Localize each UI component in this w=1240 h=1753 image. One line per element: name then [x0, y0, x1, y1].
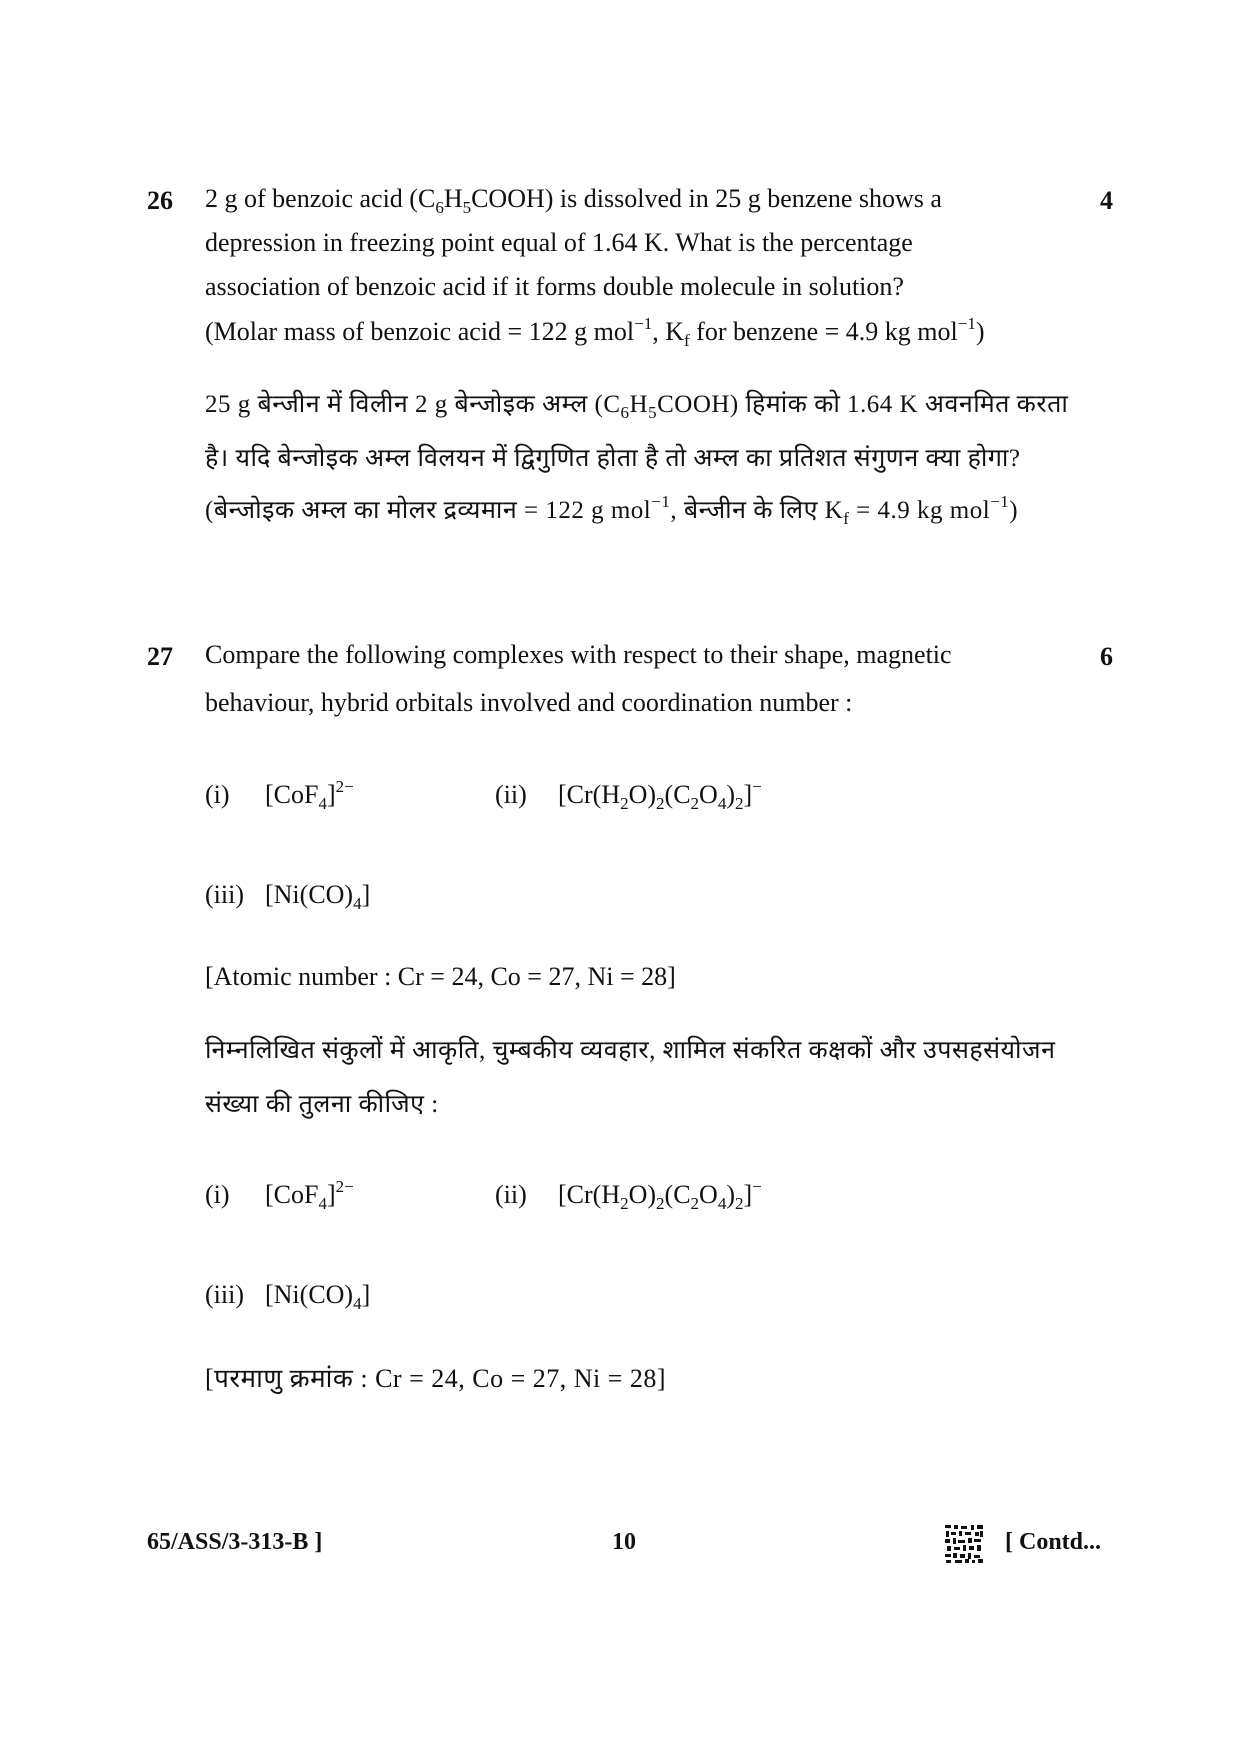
atomic-number-en: [Atomic number : Cr = 24, Co = 27, Ni = 28] — [205, 962, 676, 991]
q26-hi-line1: 25 g बेन्जीन में विलीन 2 g बेन्जोइक अम्ल $(C_6H_5COOH)$ हिमांक को 1.64 K अवनमित करता — [205, 391, 1069, 422]
question-number-27: 27 — [147, 642, 173, 671]
question-number-26: 26 — [147, 186, 173, 215]
complex-iii-label: (iii) — [205, 880, 244, 909]
complex-iii-formula: $[Ni(CO)_4]$ — [265, 880, 371, 913]
q26-hi-line2: है। यदि बेन्जोइक अम्ल विलयन में द्विगुणित होता है तो अम्ल का प्रतिशत संगुणन क्या होगा? — [205, 445, 1021, 472]
complex-iii-label-hi: (iii) — [205, 1280, 244, 1309]
q27-en-line1: Compare the following complexes with respect to their shape, magnetic — [205, 640, 952, 669]
q27-en-line2: behaviour, hybrid orbitals involved and coordination number : — [205, 688, 853, 717]
complex-i-formula: $[CoF_4]^{2-}$ — [265, 777, 354, 813]
q26-hi-line3: (बेन्जोइक अम्ल का मोलर द्रव्यमान = 122 g mol$^{-1}$, बेन्जीन के लिए $K_f = 4.9$ kg mol$^{-1}$) — [205, 492, 1019, 528]
complex-ii-label-hi: (ii) — [495, 1180, 527, 1209]
q27-hi-line2: संख्या की तुलना कीजिए : — [205, 1091, 439, 1118]
page-number: 10 — [612, 1529, 636, 1555]
complex-ii-label: (ii) — [495, 780, 527, 809]
q26-en-line1: 2 g of benzoic acid $(C_6H_5COOH)$ is dissolved in 25 g benzene shows a — [205, 184, 942, 217]
marks-26: 4 — [1100, 186, 1113, 215]
paper-code: 65/ASS/3-313-B ] — [147, 1529, 323, 1555]
complex-ii-formula: $[Cr(H_2O)_2(C_2O_4)_2]^-$ — [558, 777, 762, 813]
complex-i-label: (i) — [205, 780, 230, 809]
q26-en-line4: (Molar mass of benzoic acid = 122 g mol$^{-1}$, $K_f$ for benzene = 4.9 kg mol$^{-1}$) — [205, 314, 985, 350]
q27-hi-line1: निम्नलिखित संकुलों में आकृति, चुम्बकीय व्यवहार, शामिल संकरित कक्षकों और उपसहसंयोजन — [205, 1037, 1056, 1064]
complex-i-label-hi: (i) — [205, 1180, 230, 1209]
atomic-number-hi: [परमाणु क्रमांक : Cr = 24, Co = 27, Ni = 28] — [205, 1364, 667, 1393]
complex-i-formula-hi: $[CoF_4]^{2-}$ — [265, 1177, 354, 1213]
q26-en-line3: association of benzoic acid if it forms double molecule in solution? — [205, 272, 904, 301]
continued-marker: [ Contd... — [1005, 1529, 1102, 1555]
q26-en-line2: depression in freezing point equal of 1.64 K. What is the percentage — [205, 228, 913, 257]
complex-iii-formula-hi: $[Ni(CO)_4]$ — [265, 1280, 371, 1313]
qr-code-icon — [944, 1524, 984, 1564]
complex-ii-formula-hi: $[Cr(H_2O)_2(C_2O_4)_2]^-$ — [558, 1177, 762, 1213]
marks-27: 6 — [1100, 642, 1113, 671]
